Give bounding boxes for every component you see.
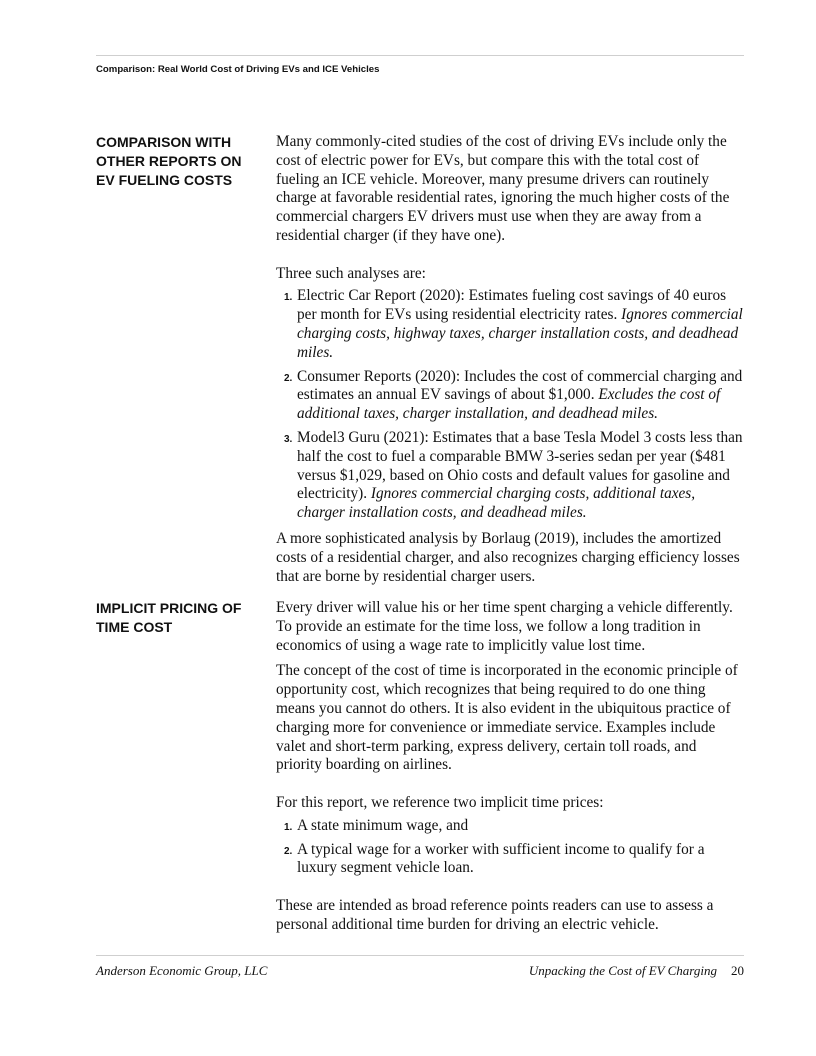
list-number: 2.: [284, 372, 293, 384]
paragraph: The concept of the cost of time is incorporated in the economic principle of opportunity cost, which recognizes that being required to do one thing means you cannot do others. It is also evident in the ubiquitous practice of charging more for convenience or immediate service. Examples include valet and short-term parking, express delivery, certain toll roads, and priority boarding on airlines.: [276, 662, 738, 774]
paragraph: Every driver will value his or her time spent charging a vehicle differently. To provide an estimate for the time loss, we follow a long tradition in economics of using a wage rate to implicitly value lost time.: [276, 599, 733, 654]
footer-publisher: Anderson Economic Group, LLC: [96, 963, 268, 978]
section-heading: COMPARISON WITH OTHER REPORTS ON EV FUELING COSTS: [96, 134, 242, 188]
section-heading: IMPLICIT PRICING OF TIME COST: [96, 600, 242, 635]
list-number: 2.: [284, 845, 293, 857]
list-item: [276, 429, 746, 523]
list-item-text: Consumer Reports (2020): Includes the cost of commercial charging and estimates an annual EV savings of about $1,000.: [297, 367, 743, 404]
numbered-list: [276, 287, 746, 523]
page-number: 20: [731, 963, 744, 978]
top-rule: [96, 55, 744, 56]
list-item-note: Excludes the cost of additional taxes, charger installation, and deadhead miles.: [297, 386, 721, 423]
list-number: 3.: [284, 433, 293, 445]
list-item: [276, 287, 746, 362]
list-item: [276, 841, 746, 879]
list-number: 1.: [284, 821, 293, 833]
list-item-text: A typical wage for a worker with sufficient income to qualify for a luxury segment vehicle loan.: [297, 840, 705, 877]
section-body: [276, 599, 746, 935]
list-item-note: Ignores commercial charging costs, additional taxes, charger installation costs, and deadhead miles.: [297, 485, 696, 522]
list-number: 1.: [284, 292, 293, 304]
running-header: Comparison: Real World Cost of Driving EVs and ICE Vehicles: [96, 64, 380, 75]
bottom-rule: [96, 955, 744, 956]
list-intro: Three such analyses are:: [276, 264, 426, 282]
section-body: [276, 133, 746, 586]
list-item: [276, 368, 746, 424]
numbered-list: [276, 817, 746, 878]
list-item-text: Model3 Guru (2021): Estimates that a base Tesla Model 3 costs less than half the cost to fuel a comparable BMW 3-series sedan per year ($481 versus $1,029, based on Ohio costs and default values for gasoline and electricity).: [297, 428, 743, 503]
closing-paragraph: A more sophisticated analysis by Borlaug (2019), includes the amortized costs of a residential charger, and also recognizes charging efficiency losses that are borne by residential charger users.: [276, 529, 740, 585]
paragraph: Many commonly-cited studies of the cost of driving EVs include only the cost of electric power for EVs, but compare this with the total cost of fueling an ICE vehicle. Moreover, many presume drivers can routinely charge at favorable residential rates, ignoring the much higher costs of the commercial chargers EV drivers must use when they are away from a residential charger (if they have one).: [276, 133, 730, 244]
list-item-text: Electric Car Report (2020): Estimates fueling cost savings of 40 euros per month for EVs using residential electricity rates.: [297, 287, 727, 324]
list-intro: For this report, we reference two implicit time prices:: [276, 793, 604, 811]
footer-report-title: Unpacking the Cost of EV Charging: [528, 963, 717, 978]
closing-paragraph: These are intended as broad reference points readers can use to assess a personal additional time burden for driving an electric vehicle.: [276, 896, 714, 933]
list-item-text: A state minimum wage, and: [297, 816, 469, 834]
list-item-note: Ignores commercial charging costs, highway taxes, charger installation costs, and deadhead miles.: [297, 306, 743, 361]
list-item: [276, 817, 746, 836]
footer-right: [529, 963, 744, 979]
